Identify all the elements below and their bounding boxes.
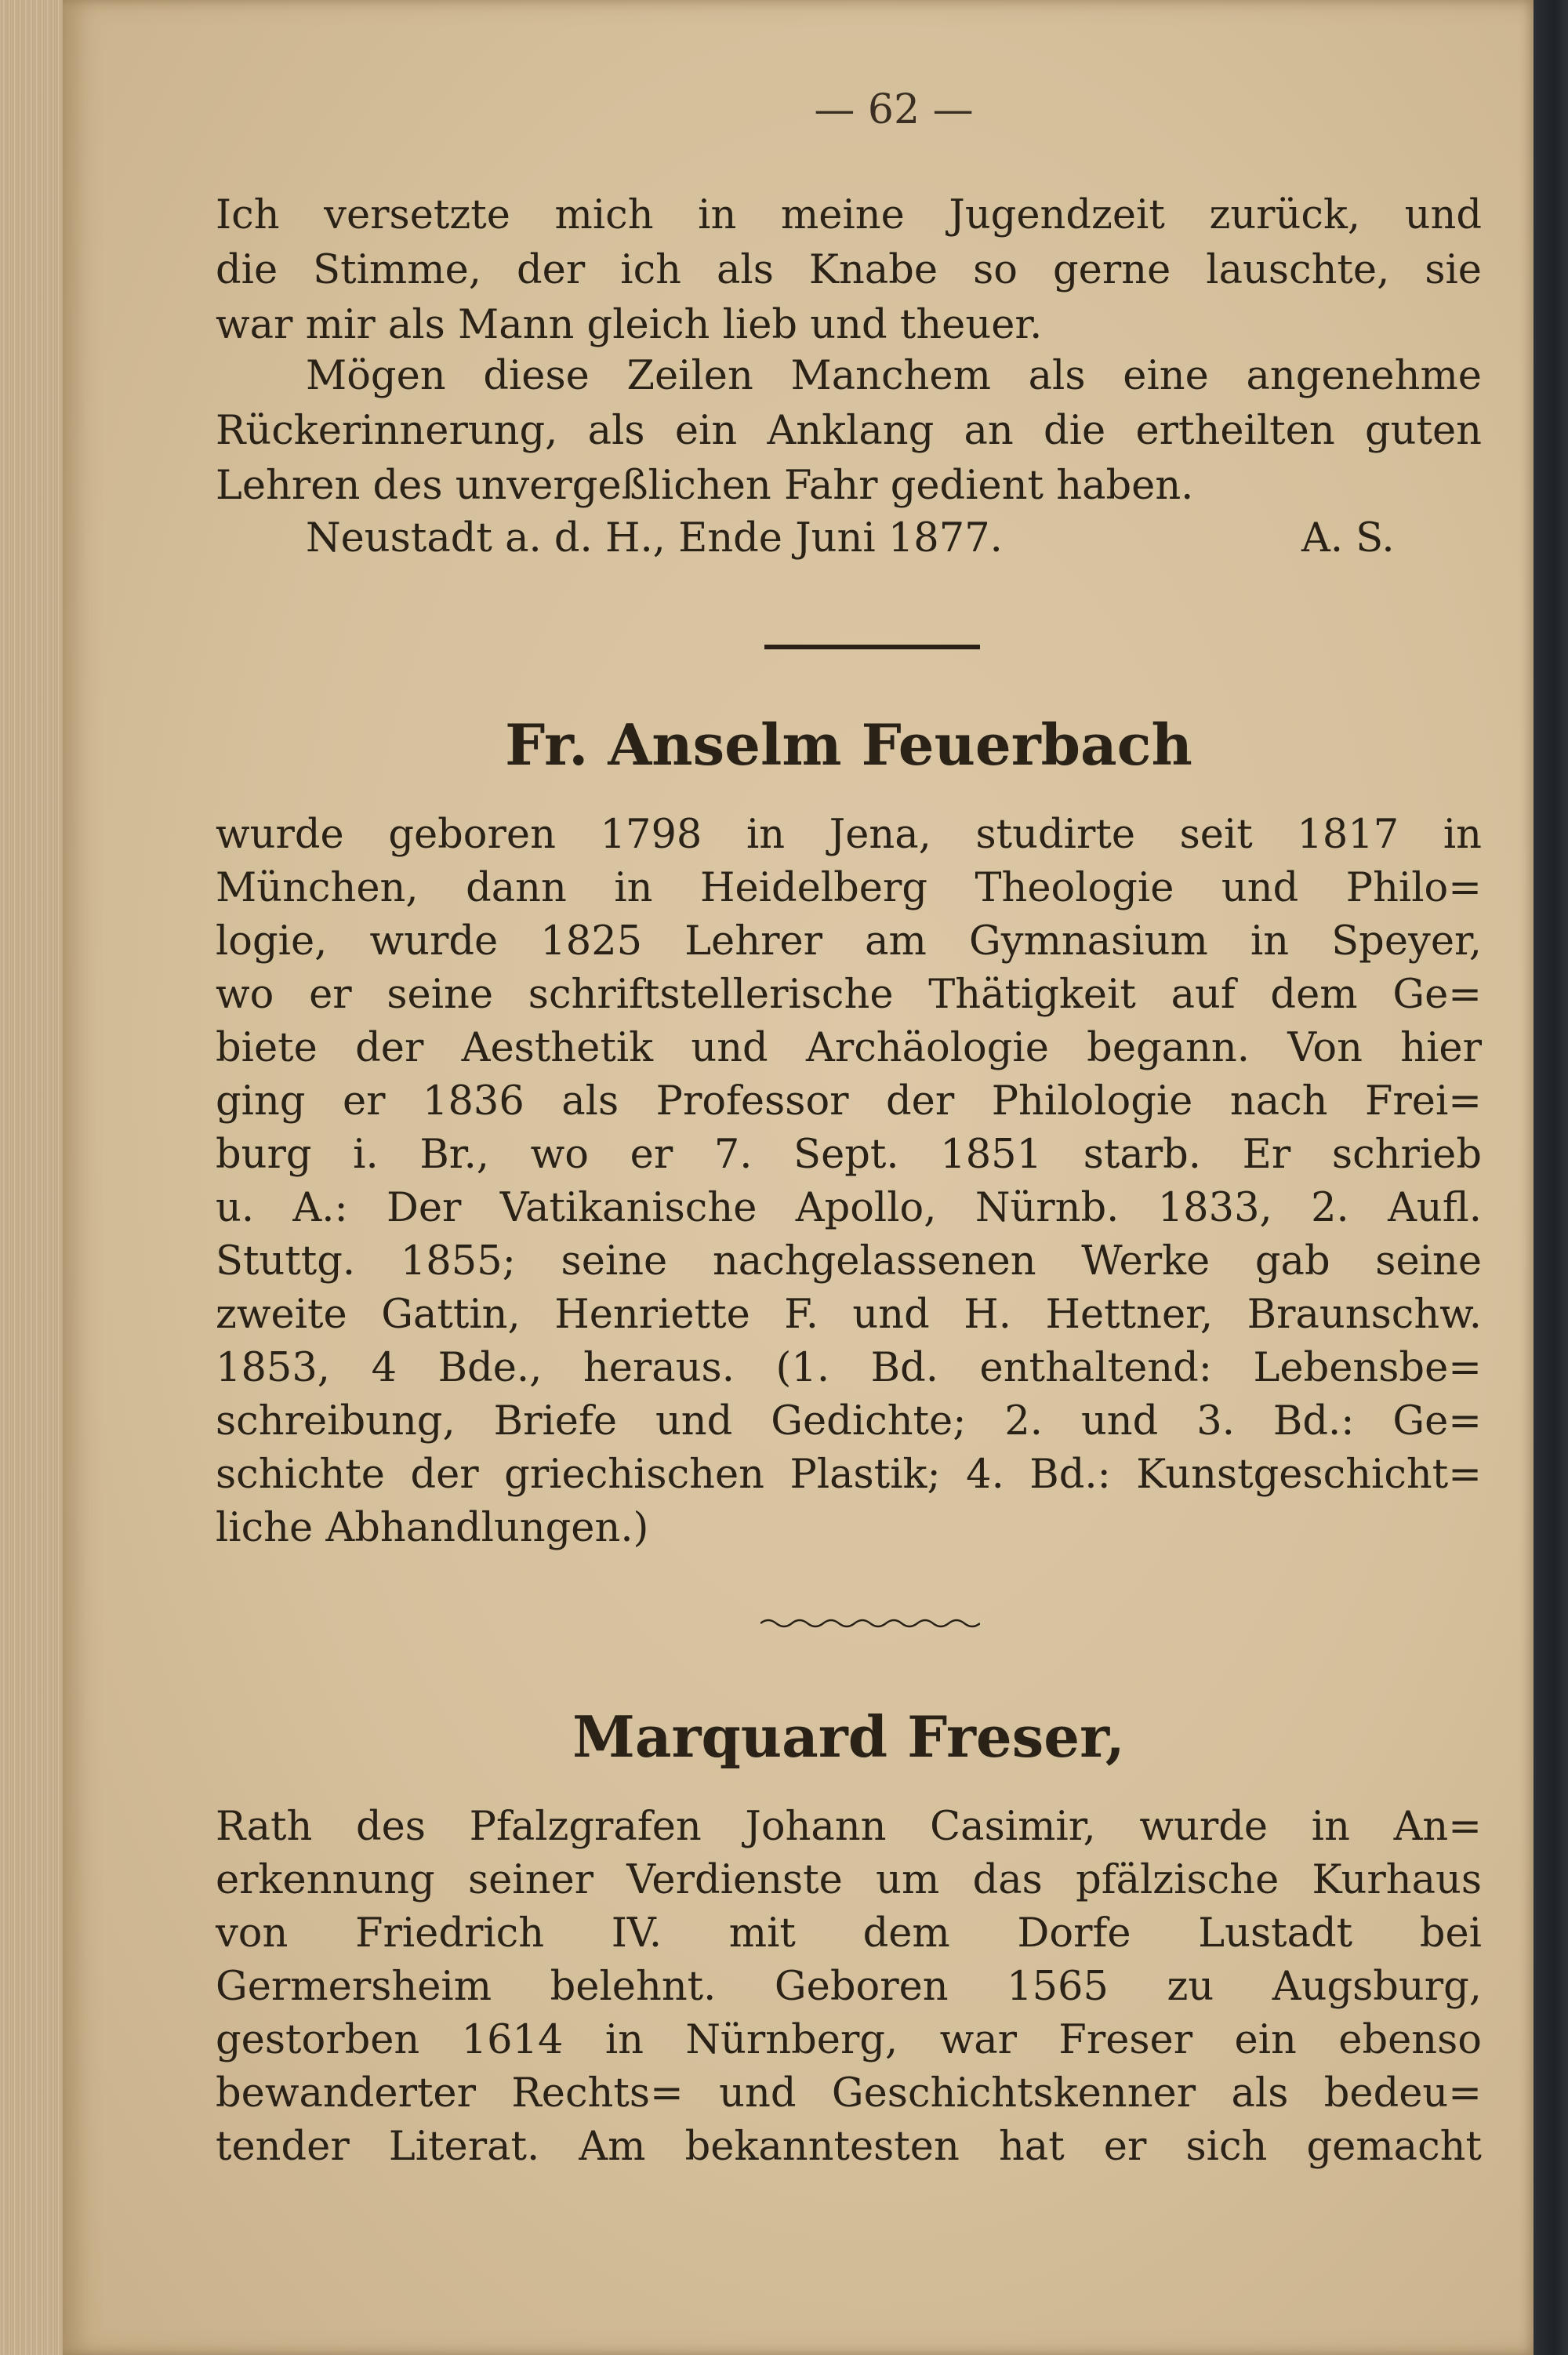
text-line: Rückerinnerung, als ein Anklang an die ertheilten guten <box>216 408 1482 454</box>
text-line: von Friedrich IV. mit dem Dorfe Lustadt bei <box>216 1910 1482 1957</box>
text-line: Stuttg. 1855; seine nachgelassenen Werke gab seine <box>216 1238 1482 1285</box>
section-divider-rule <box>764 645 980 649</box>
text-line: Lehren des unvergeßlichen Fahr gedient haben. <box>216 463 1194 509</box>
text-line: schreibung, Briefe und Gedichte; 2. und 3. Bd.: Ge= <box>216 1398 1482 1445</box>
text-line: wurde geboren 1798 in Jena, studirte seit 1817 in <box>216 812 1482 858</box>
text-line: war mir als Mann gleich lieb und theuer. <box>216 302 1043 348</box>
text-line: Ich versetzte mich in meine Jugendzeit zurück, und <box>216 192 1482 238</box>
text-line: u. A.: Der Vatikanische Apollo, Nürnb. 1833, 2. Aufl. <box>216 1185 1482 1231</box>
text-line: bewanderter Rechts= und Geschichtskenner als bedeu= <box>216 2070 1482 2117</box>
text-line: Mögen diese Zeilen Manchem als eine angenehme <box>306 353 1482 399</box>
text-line: die Stimme, der ich als Knabe so gerne lauschte, sie <box>216 247 1482 293</box>
text-line: Rath des Pfalzgrafen Johann Casimir, wurde in An= <box>216 1804 1482 1850</box>
place-date: Neustadt a. d. H., Ende Juni 1877. <box>306 515 1003 561</box>
wavy-ornament-divider <box>760 1617 980 1630</box>
signature-line <box>216 511 1482 566</box>
text-line: München, dann in Heidelberg Theologie und Philo= <box>216 865 1482 911</box>
text-line: gestorben 1614 in Nürnberg, war Freser ein ebenso <box>216 2017 1482 2063</box>
text-line: schichte der griechischen Plastik; 4. Bd.: Kunstgeschicht= <box>216 1452 1482 1498</box>
author-initials: A. S. <box>1301 515 1395 561</box>
entry-heading-feuerbach: Fr. Anselm Feuerbach <box>505 711 1192 778</box>
text-line: logie, wurde 1825 Lehrer am Gymnasium in Speyer, <box>216 918 1482 965</box>
text-line: Germersheim belehnt. Geboren 1565 zu Augsburg, <box>216 1964 1482 2010</box>
text-line: biete der Aesthetik und Archäologie begann. Von hier <box>216 1025 1482 1071</box>
text-line: ging er 1836 als Professor der Philologie nach Frei= <box>216 1078 1482 1125</box>
page-number: — 62 — <box>814 86 974 133</box>
book-cover-edge <box>1534 0 1568 2355</box>
text-line: zweite Gattin, Henriette F. und H. Hettner, Braunschw. <box>216 1292 1482 1338</box>
text-line: erkennung seiner Verdienste um das pfälzische Kurhaus <box>216 1857 1482 1903</box>
text-line: burg i. Br., wo er 7. Sept. 1851 starb. Er schrieb <box>216 1132 1482 1178</box>
text-line: wo er seine schriftstellerische Thätigkeit auf dem Ge= <box>216 972 1482 1018</box>
text-line: 1853, 4 Bde., heraus. (1. Bd. enthaltend: Lebensbe= <box>216 1345 1482 1391</box>
text-line: liche Abhandlungen.) <box>216 1505 649 1551</box>
entry-heading-freser: Marquard Freser, <box>572 1703 1125 1770</box>
text-line: tender Literat. Am bekanntesten hat er sich gemacht <box>216 2124 1482 2170</box>
